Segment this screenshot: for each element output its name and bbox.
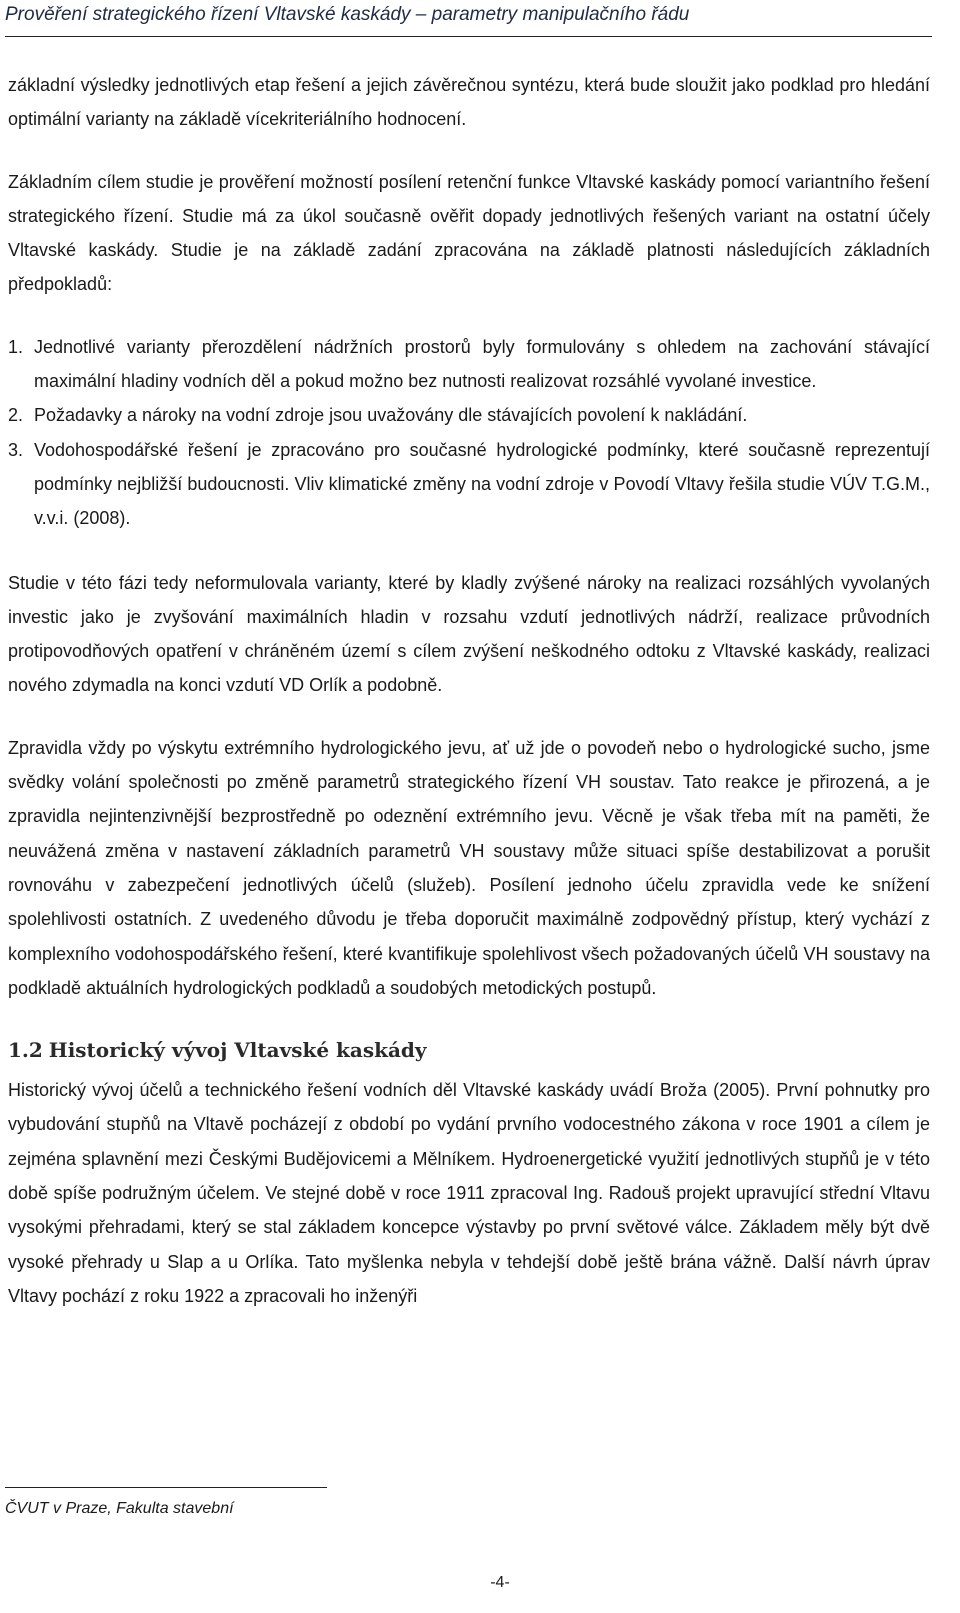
list-item-text: Vodohospodářské řešení je zpracováno pro současné hydrologické podmínky, které současně reprezentují podmínky nejbližší budoucnosti. Vliv klimatické změny na vodní zdroje v Povodí Vltavy řešila studie VÚV T.G.M., v.v.i. (2008). — [34, 439, 930, 529]
footer-institution: ČVUT v Praze, Fakulta stavební — [5, 1500, 234, 1517]
section-title: Historický vývoj Vltavské kaskády — [48, 1038, 427, 1063]
header-divider — [5, 36, 932, 37]
list-item-text: Požadavky a nároky na vodní zdroje jsou uvažovány dle stávajících povolení k nakládání. — [34, 405, 748, 426]
list-item-number: 3. — [8, 439, 24, 460]
paragraph-intro-continuation: základní výsledky jednotlivých etap řešení a jejich závěrečnou syntézu, která bude sloužit jako podklad pro hledání optimální varianty na základě vícekriteriálního hodnocení. — [8, 75, 930, 130]
list-item — [8, 398, 930, 432]
list-item-text: Jednotlivé varianty přerozdělení nádržních prostorů byly formulovány s ohledem na zachování stávající maximální hladiny vodních děl a pokud možno bez nutnosti realizovat rozsáhlé vyvolané investice. — [34, 336, 930, 392]
section-number: 1.2 — [8, 1038, 43, 1063]
assumptions-list — [8, 330, 930, 536]
list-item-number: 2. — [8, 405, 24, 426]
main-content — [8, 68, 930, 1341]
running-header: Prověření strategického řízení Vltavské kaskády – parametry manipulačního řádu — [5, 4, 690, 25]
paragraph-history: Historický vývoj účelů a technického řešení vodních děl Vltavské kaskády uvádí Broža (2005). První pohnutky pro vybudování stupňů na Vltavě pocházejí z období po vydání prvního vodocestného zákona v roce 1901 a cílem je zejména splavnění mezi Českými Budějovicemi a Mělníkem. Hydroenergetické využití jednotlivých stupňů je v této době spíše podružným účelem. Ve stejné době v roce 1911 zpracoval Ing. Radouš projekt upravující střední Vltavu vysokými přehradami, který se stal základem koncepce výstavby po první světové válce. Základem měly být dvě vysoké přehrady u Slap a u Orlíka. Tato myšlenka nebyla v tehdejší době ještě brána vážně. Další návrh úprav Vltavy pochází z roku 1922 a zpracovali ho inženýři — [8, 1080, 930, 1306]
paragraph-extreme-events: Zpravidla vždy po výskytu extrémního hydrologického jevu, ať už jde o povodeň nebo o hydrologické sucho, jsme svědky volání společnosti po změně parametrů strategického řízení VH soustav. Tato reakce je přirozená, a je zpravidla nejintenzivnější bezprostředně po odeznění extrémního jevu. Věcně je však třeba mít na paměti, že neuvážená změna v nastavení základních parametrů VH soustavy může situaci spíše destabilizovat a porušit rovnováhu v zabezpečení jednotlivých účelů (služeb). Posílení jednoho účelu zpravidla vede ke snížení spolehlivosti ostatních. Z uvedeného důvodu je třeba doporučit maximálně zodpovědný přístup, který vychází z komplexního vodohospodářského řešení, které kvantifikuje spolehlivost všech požadovaných účelů VH soustavy na podkladě aktuálních hydrologických podkladů a soudobých metodických postupů. — [8, 737, 930, 998]
paragraph-study-goal: Základním cílem studie je prověření možností posílení retenční funkce Vltavské kaskády pomocí variantního řešení strategického řízení. Studie má za úkol současně ověřit dopady jednotlivých řešených variant na ostatní účely Vltavské kaskády. Studie je na základě zadání zpracována na základě platnosti následujících základních předpokladů: — [8, 171, 930, 295]
paragraph-scope: Studie v této fázi tedy neformulovala varianty, které by kladly zvýšené nároky na realizaci rozsáhlých vyvolaných investic jako je zvyšování maximálních hladin v rozsahu vzdutí jednotlivých nádrží, realizace průvodních protipovodňových opatření v chráněném území s cílem zvýšení neškodného odtoku z Vltavské kaskády, realizaci nového zdymadla na konci vzdutí VD Orlík a podobně. — [8, 572, 930, 696]
section-heading — [8, 1033, 930, 1067]
list-item — [8, 330, 930, 399]
footer-divider — [5, 1487, 327, 1488]
list-item — [8, 433, 930, 536]
list-item-number: 1. — [8, 336, 24, 357]
page-number: -4- — [490, 1574, 510, 1591]
